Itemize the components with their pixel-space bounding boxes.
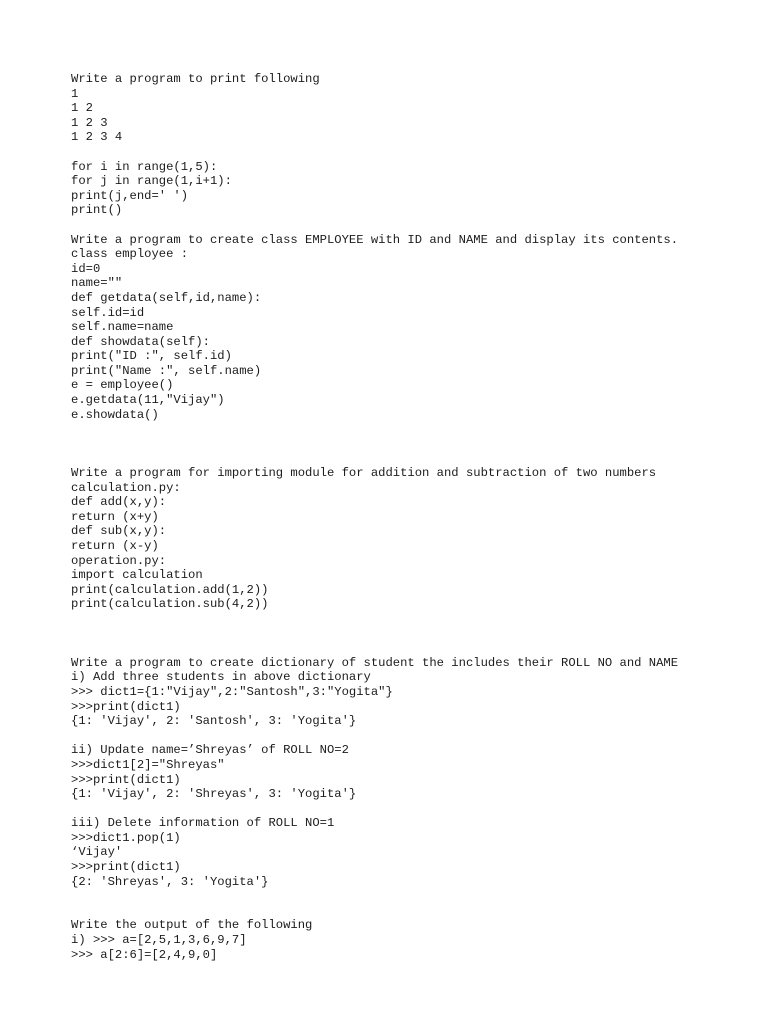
code-line: >>>dict1[2]="Shreyas": [71, 757, 225, 772]
pattern-line: 1 2 3 4: [71, 130, 123, 145]
pattern-line: 1 2: [71, 101, 93, 116]
code-line: e = employee(): [71, 378, 174, 393]
output-line: ‘Vijay': [71, 845, 123, 860]
code-line: print(calculation.add(1,2)): [71, 582, 269, 597]
output-line: {1: 'Vijay', 2: 'Santosh', 3: 'Yogita'}: [71, 714, 357, 729]
blank-line: [71, 422, 751, 437]
code-line: class employee :: [71, 247, 189, 262]
code-line: i) >>> a=[2,5,1,3,6,9,7]: [71, 933, 247, 948]
code-line: >>> dict1={1:"Vijay",2:"Santosh",3:"Yogita"}: [71, 684, 393, 699]
code-line: for j in range(1,i+1):: [71, 174, 232, 189]
code-line: operation.py:: [71, 553, 167, 568]
code-line: print(calculation.sub(4,2)): [71, 597, 269, 612]
code-line: >>>print(dict1): [71, 860, 181, 875]
sub-question: iii) Delete information of ROLL NO=1: [71, 816, 335, 831]
code-line: print("ID :", self.id): [71, 349, 232, 364]
code-line: >>>dict1.pop(1): [71, 830, 181, 845]
code-line: >>>print(dict1): [71, 772, 181, 787]
blank-line: [71, 802, 751, 817]
blank-line: [71, 218, 751, 233]
output-line: {2: 'Shreyas', 3: 'Yogita'}: [71, 874, 269, 889]
code-line: e.showdata(): [71, 407, 159, 422]
code-line: self.id=id: [71, 305, 145, 320]
code-line: self.name=name: [71, 320, 174, 335]
code-line: >>> a[2:6]=[2,4,9,0]: [71, 947, 218, 962]
code-line: import calculation: [71, 568, 203, 583]
code-line: for i in range(1,5):: [71, 159, 218, 174]
code-line: def add(x,y):: [71, 495, 167, 510]
code-line: e.getdata(11,"Vijay"): [71, 393, 225, 408]
blank-line: [71, 145, 751, 160]
code-line: calculation.py:: [71, 480, 181, 495]
code-line: def sub(x,y):: [71, 524, 167, 539]
sub-question: ii) Update name=’Shreyas’ of ROLL NO=2: [71, 743, 349, 758]
question-heading: Write the output of the following: [71, 918, 313, 933]
code-line: print("Name :", self.name): [71, 363, 262, 378]
code-line: return (x+y): [71, 509, 159, 524]
question-heading: Write a program for importing module for addition and subtraction of two numbers: [71, 466, 657, 481]
pattern-line: 1: [71, 86, 79, 101]
pattern-line: 1 2 3: [71, 115, 108, 130]
code-line: name="": [71, 276, 123, 291]
blank-line: [71, 904, 751, 919]
code-line: def getdata(self,id,name):: [71, 290, 262, 305]
blank-line: [71, 729, 751, 744]
code-line: >>>print(dict1): [71, 699, 181, 714]
code-line: id=0: [71, 261, 101, 276]
question-heading: Write a program to print following: [71, 72, 320, 86]
code-line: def showdata(self):: [71, 334, 210, 349]
question-heading: Write a program to create class EMPLOYEE with ID and NAME and display its contents.: [71, 232, 679, 247]
question-heading: Write a program to create dictionary of student the includes their ROLL NO and NAME: [71, 655, 679, 670]
sub-question: i) Add three students in above dictionary: [71, 670, 371, 685]
document-body: [71, 72, 751, 962]
code-line: print(j,end=' '): [71, 188, 189, 203]
blank-line: [71, 451, 751, 466]
code-line: print(): [71, 203, 123, 218]
blank-line: [71, 889, 751, 904]
code-line: return (x-y): [71, 539, 159, 553]
blank-line: [71, 437, 751, 452]
blank-line: [71, 641, 751, 656]
blank-line: [71, 612, 751, 627]
output-line: {1: 'Vijay', 2: 'Shreyas', 3: 'Yogita'}: [71, 787, 357, 802]
blank-line: [71, 627, 751, 642]
